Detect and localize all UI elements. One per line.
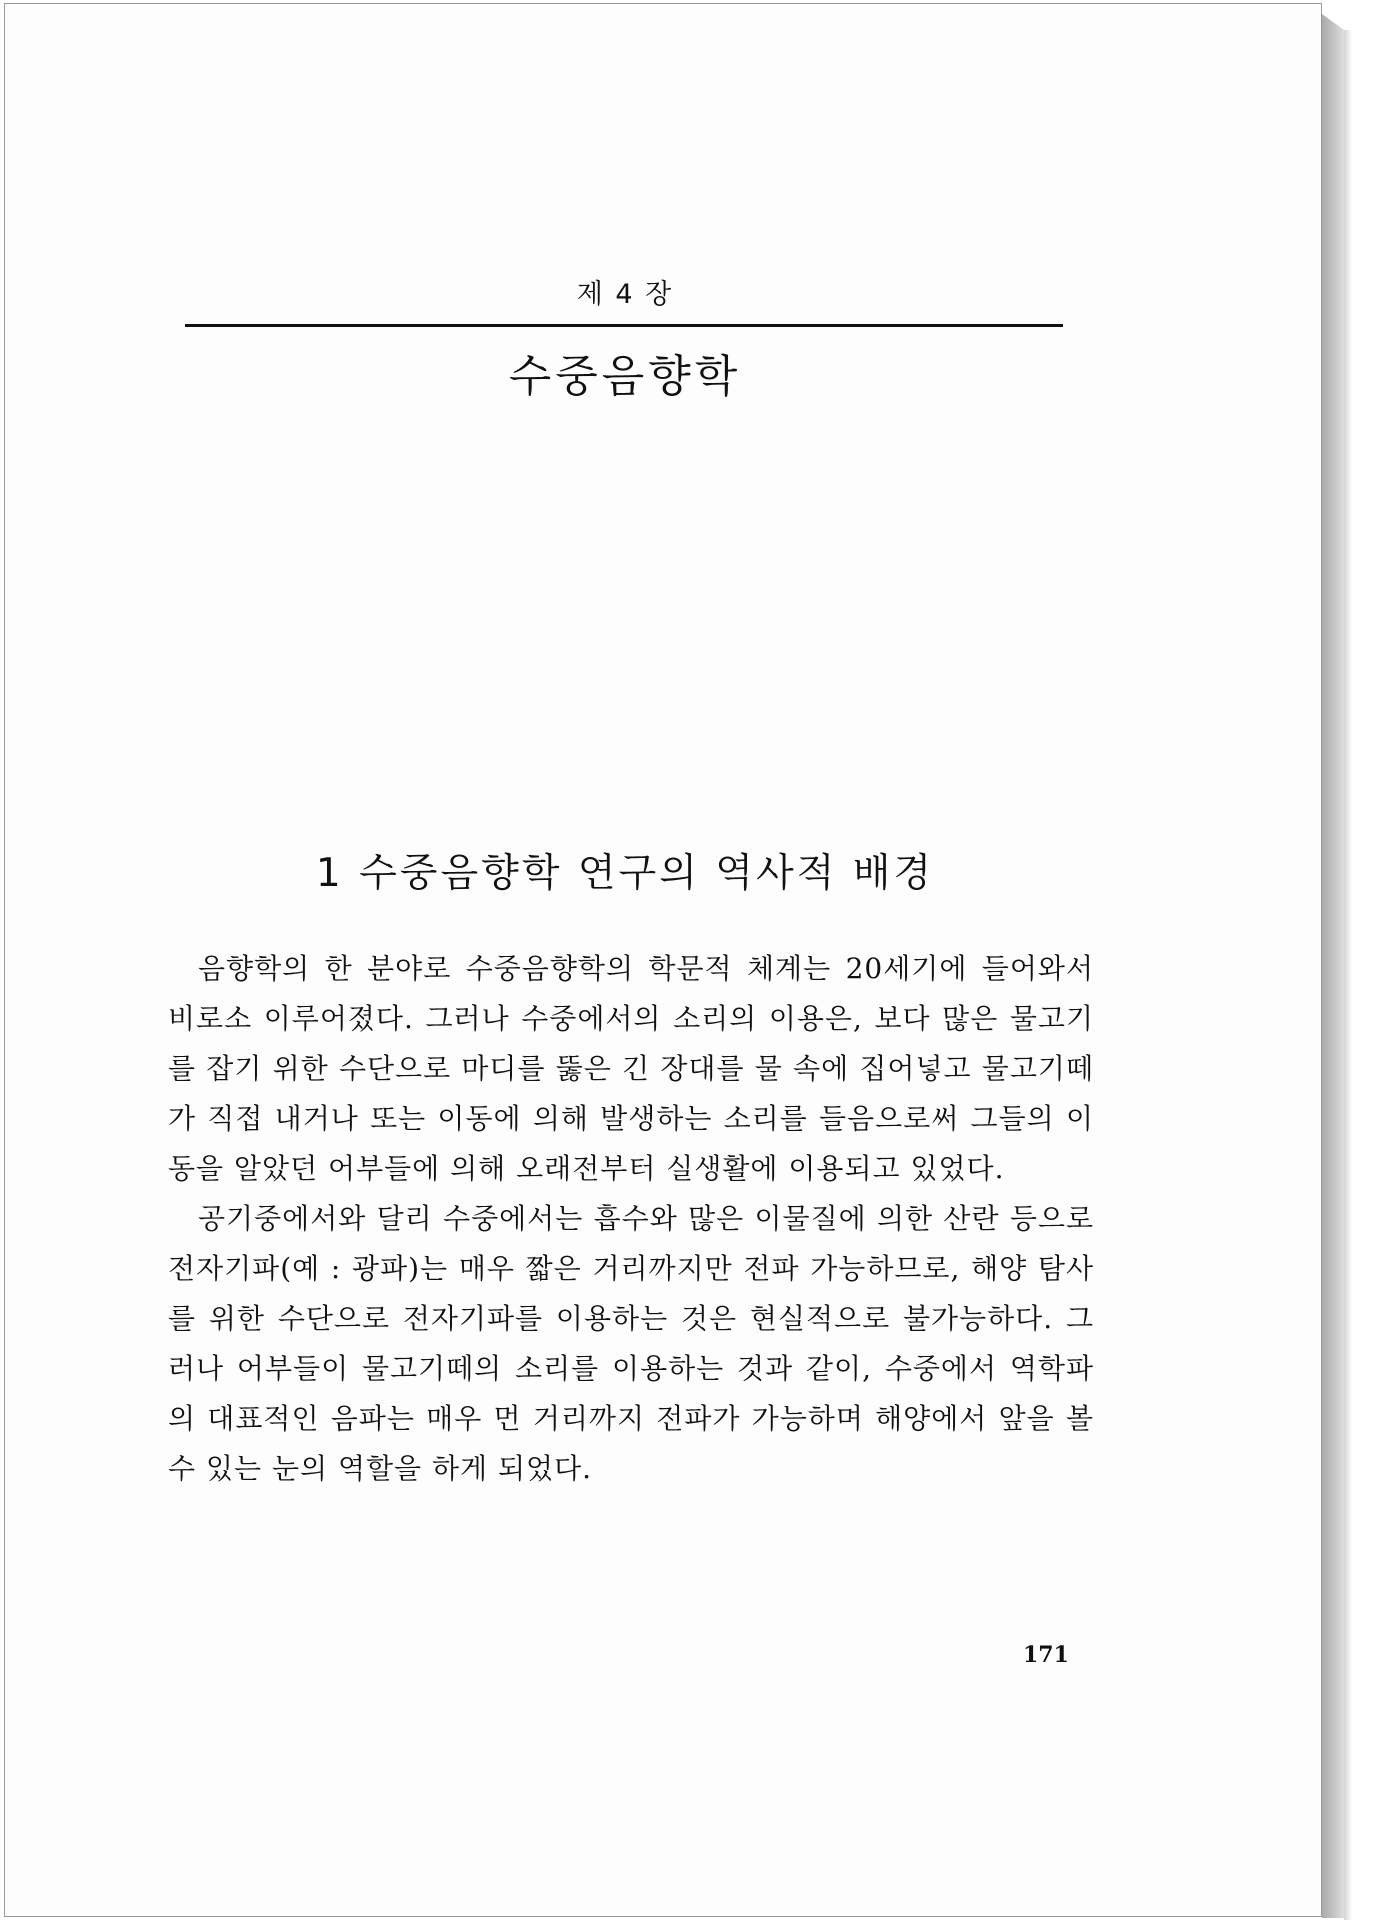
paragraph: 음향학의 한 분야로 수중음향학의 학문적 체계는 20세기에 들어와서 비로소 이루어졌다. 그러나 수중에서의 소리의 이용은, 보다 많은 물고기를 잡기 위한 수단으로 마디를 뚫은 긴 장대를 물 속에 집어넣고 물고기떼가 직접 내거나 또는 이동에 의해 발생하는 소리를 들음으로써 그들의 이동을 알았던 어부들에 의해 오래전부터 실생활에 이용되고 있었다. bbox=[168, 952, 1094, 1185]
page-number: 171 bbox=[1023, 1642, 1069, 1668]
chapter-label: 제 4 장 bbox=[576, 279, 674, 310]
page-edge bbox=[1322, 14, 1344, 1918]
book-page bbox=[4, 3, 1322, 1917]
chapter-divider bbox=[185, 324, 1063, 327]
chapter-title: 수중음향학 bbox=[508, 351, 742, 402]
page-edge-shadow bbox=[1344, 30, 1352, 1920]
section-heading: 1 수중음향학 연구의 역사적 배경 bbox=[315, 851, 935, 896]
paragraph: 공기중에서와 달리 수중에서는 흡수와 많은 이물질에 의한 산란 등으로 전자기파(예 : 광파)는 매우 짧은 거리까지만 전파 가능하므로, 해양 탐사를 위한 수단으로 전자기파를 이용하는 것은 현실적으로 불가능하다. 그러나 어부들이 물고기떼의 소리를 이용하는 것과 같이, 수중에서 역학파의 대표적인 음파는 매우 먼 거리까지 전파가 가능하며 해양에서 앞을 볼 수 있는 눈의 역할을 하게 되었다. bbox=[168, 1202, 1094, 1485]
body-text bbox=[168, 944, 1094, 1494]
